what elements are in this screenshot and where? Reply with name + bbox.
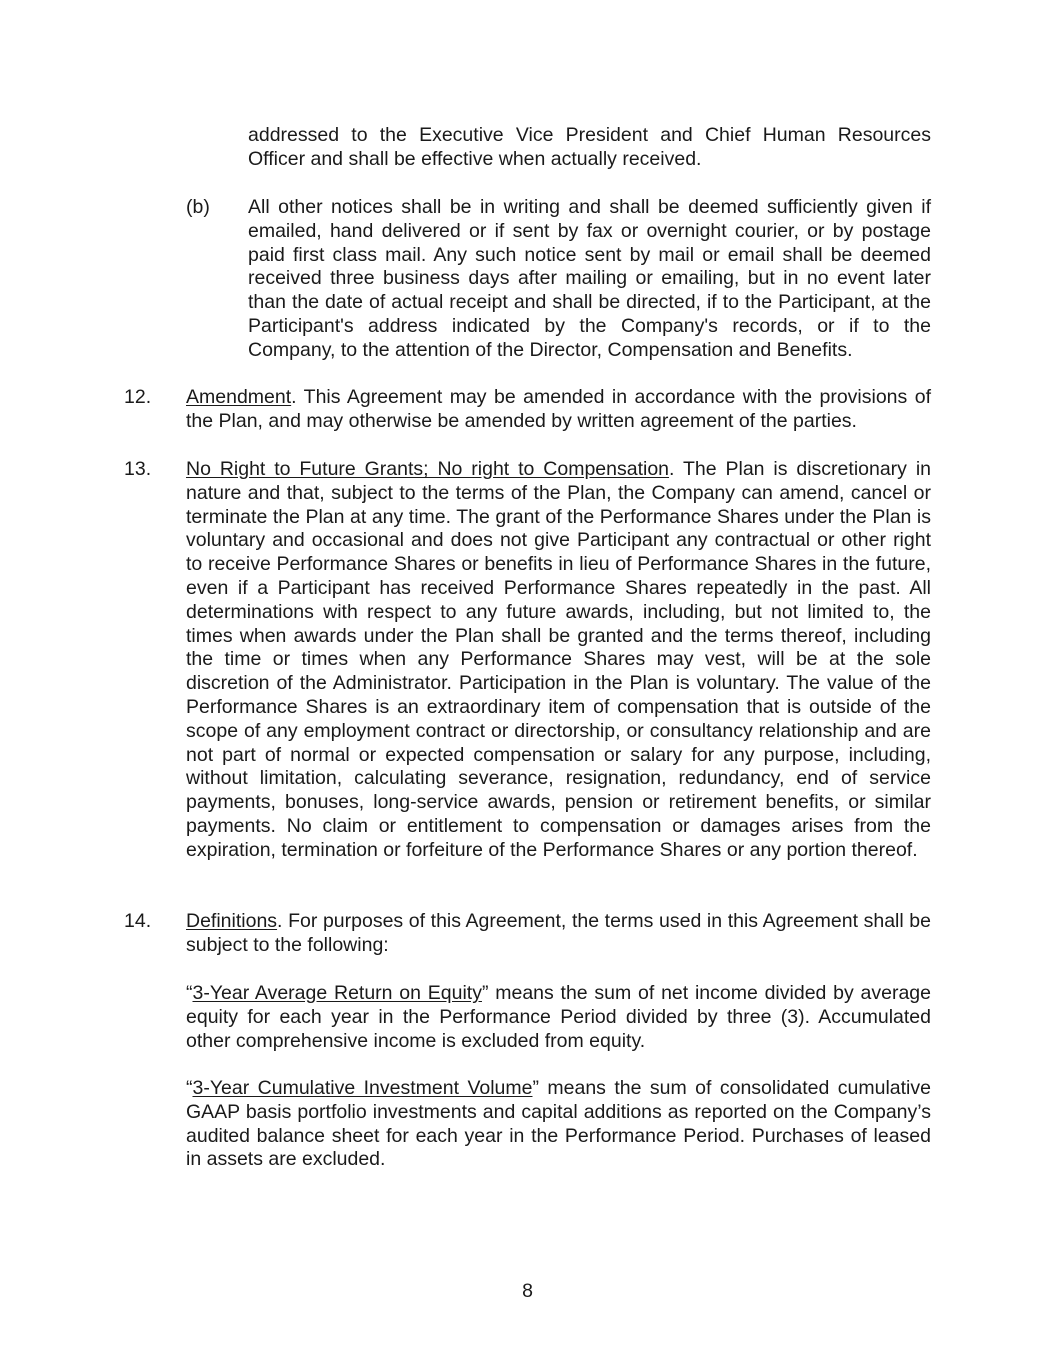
definition-civ [186,1077,931,1172]
definition-roe [186,982,931,1053]
continuation-paragraph: addressed to the Executive Vice President and Chief Human Resources Officer and shall be effective when actually received. [248,124,931,170]
section-12-number: 12. [124,386,152,408]
section-12-text: . This Agreement may be amended in accordance with the provisions of the Plan, and may otherwise be amended by written agreement of the parties. [186,386,931,432]
section-14-text: . For purposes of this Agreement, the terms used in this Agreement shall be subject to the following: [186,910,931,956]
definition-roe-text: ” means the sum of net income divided by average equity for each year in the Performance Period divided by three (3). Accumulated other comprehensive income is excluded from equity. [186,982,931,1052]
section-14-paragraph [186,910,931,958]
section-14-heading: Definitions [186,910,278,932]
section-12-paragraph [186,386,931,434]
section-14-number: 14. [124,910,152,932]
subsection-b-label: (b) [186,196,210,218]
definition-civ-open-quote: “ [186,1077,193,1099]
section-12-heading: Amendment [186,386,292,408]
subsection-b-text: All other notices shall be in writing and shall be deemed sufficiently given if emailed, hand delivered or if sent by fax or overnight courier, or by postage paid first class mail. Any such notice sent by mail or email shall be deemed received three business days after mailing or emailing, but in no event later than the date of actual receipt and shall be directed, if to the Participant, at the Participant's address indicated by the Company's records, or if to the Company, to the attention of the Director, Compensation and Benefits. [248,196,931,361]
section-13-paragraph [186,458,931,863]
page-number: 8 [522,1280,533,1302]
section-13-text: . The Plan is discretionary in nature and that, subject to the terms of the Plan, the Company can amend, cancel or terminate the Plan at any time. The grant of the Performance Shares under the Plan is voluntary and occasional and does not give Participant any contractual or other right to receive Performance Shares or benefits in lieu of Performance Shares in the future, even if a Participant has received Performance Shares repeatedly in the past. All determinations with respect to any future awards, including, but not limited to, the times when awards under the Plan shall be granted and the terms thereof, including the time or times when any Performance Shares may vest, will be at the sole discretion of the Administrator. Participation in the Plan is voluntary. The value of the Performance Shares is an extraordinary item of compensation that is outside of the scope of any employment contract or directorship, or consultancy relationship and are not part of normal or expected compensation or salary for any purpose, including, without limitation, calculating severance, resignation, redundancy, end of service payments, bonuses, long-service awards, pension or retirement benefits, or similar payments. No claim or entitlement to compensation or damages arises from the expiration, termination or forfeiture of the Performance Shares or any portion thereof. [186,458,931,861]
section-13-number: 13. [124,458,152,480]
definition-roe-open-quote: “ [186,982,193,1004]
definition-civ-text: ” means the sum of consolidated cumulative GAAP basis portfolio investments and capital additions as reported on the Company’s audited balance sheet for each year in the Performance Period. Purchases of leased in assets are excluded. [186,1077,931,1171]
definition-roe-term: 3-Year Average Return on Equity [192,982,482,1004]
section-13-heading: No Right to Future Grants; No right to Compensation [186,458,670,480]
definition-civ-term: 3-Year Cumulative Investment Volume [192,1077,533,1099]
